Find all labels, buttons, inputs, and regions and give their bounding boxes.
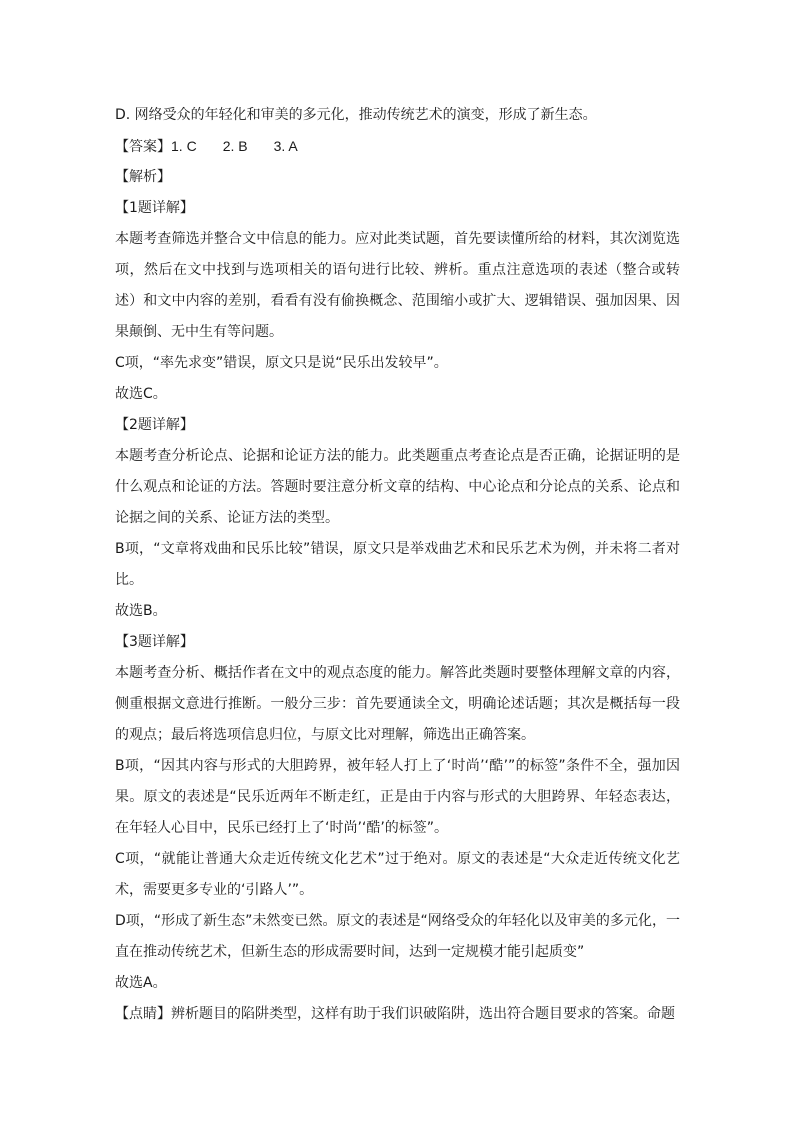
comment-text: 【点睛】辨析题目的陷阱类型，这样有助于我们识破陷阱，选出符合题目要求的答案。命题 — [115, 1006, 675, 1022]
answer-item-2: 2. B — [222, 138, 248, 154]
option-d-text: D. 网络受众的年轻化和审美的多元化，推动传统艺术的演变，形成了新生态。 — [115, 107, 597, 123]
answer-line — [115, 131, 680, 162]
q3-conclusion: 故选A。 — [115, 975, 167, 991]
q1-heading: 【1题详解】 — [115, 200, 194, 216]
document-content — [115, 100, 680, 1030]
q3-analysis-c: C项，“就能让普通大众走近传统文化艺术”过于绝对。原文的表述是“大众走近传统文化艺术，需要更多专业的‘引路人’”。 — [115, 851, 680, 898]
answer-item-1: 1. C — [171, 138, 197, 154]
answer-item-3: 3. A — [273, 138, 298, 154]
q3-body: 本题考查分析、概括作者在文中的观点态度的能力。解答此类题时要整体理解文章的内容，侧重根据文意进行推断。一般分三步：首先要通读全文，明确论述话题；其次是概括每一段的观点；最后将选项信息归位，与原文比对理解，筛选出正确答案。 — [115, 665, 680, 743]
q2-conclusion: 故选B。 — [115, 603, 167, 619]
q2-body: 本题考查分析论点、论据和论证方法的能力。此类题重点考查论点是否正确，论据证明的是什么观点和论证的方法。答题时要注意分析文章的结构、中心论点和分论点的关系、论点和论据之间的关系、论证方法的类型。 — [115, 448, 680, 526]
q2-analysis: B项，“文章将戏曲和民乐比较”错误，原文只是举戏曲艺术和民乐艺术为例，并未将二者对比。 — [115, 541, 680, 588]
q1-conclusion: 故选C。 — [115, 386, 167, 402]
analysis-label: 【解析】 — [115, 169, 171, 185]
q3-analysis-d: D项，“形成了新生态”未然变已然。原文的表述是“网络受众的年轻化以及审美的多元化，一直在推动传统艺术，但新生态的形成需要时间，达到一定规模才能引起质变” — [115, 913, 680, 960]
answer-label: 【答案】 — [115, 139, 171, 155]
q2-heading: 【2题详解】 — [115, 417, 194, 433]
q1-body: 本题考查筛选并整合文中信息的能力。应对此类试题，首先要读懂所给的材料，其次浏览选项，然后在文中找到与选项相关的语句进行比较、辨析。重点注意选项的表述（整合或转述）和文中内容的差别，看看有没有偷换概念、范围缩小或扩大、逻辑错误、强加因果、因果颠倒、无中生有等问题。 — [115, 231, 680, 340]
q1-analysis: C项，“率先求变”错误，原文只是说“民乐出发较早”。 — [115, 355, 448, 371]
q3-heading: 【3题详解】 — [115, 634, 194, 650]
q3-analysis-b: B项，“因其内容与形式的大胆跨界，被年轻人打上了‘时尚’‘酷’”的标签”条件不全，强加因果。原文的表述是“民乐近两年不断走红，正是由于内容与形式的大胆跨界、年轻态表达，在年轻人心目中，民乐已经打上了‘时尚’‘酷’的标签”。 — [115, 758, 680, 836]
